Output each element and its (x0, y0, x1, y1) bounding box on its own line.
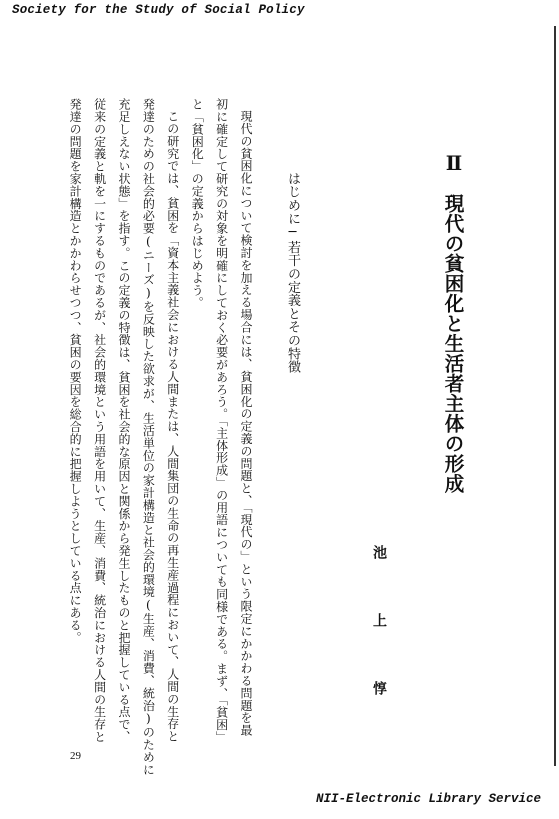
section-heading: はじめに─若干の定義とその特徴 (285, 172, 300, 374)
body-line: と「貧困化」の定義からはじめよう。 (190, 98, 205, 309)
author-name (372, 545, 386, 749)
body-line: 発達の問題を家計構造とかかわらせつつ、貧困の要因を総合的に把握しようとしている点にある。 (68, 98, 83, 644)
body-line: 従来の定義と軌を一にするものであるが、社会的環境という用語を用いて、生産、消費、統治における人間の生存と (92, 98, 107, 743)
body-line: この研究では、貧困を「資本主義社会における人間または、人間集団の生命の再生産過程において、人間の生存と (165, 110, 180, 743)
author-char: 上 (371, 613, 387, 627)
page-edge-line (554, 26, 556, 766)
author-char: 池 (371, 545, 387, 559)
author-char: 惇 (371, 681, 387, 695)
body-line: 現代の貧困化について検討を加える場合には、貧困化の定義の問題と、「現代の」という限定にかかわる問題を最 (239, 110, 253, 737)
chapter-title: 現代の貧困化と生活者主体の形成 (441, 193, 465, 494)
body-line: 充足しえない状態」を指す。この定義の特徴は、貧困を社会的な原因と関係から発生したものと把握している点で、 (116, 98, 131, 743)
page-number: 29 (70, 750, 81, 762)
body-line: 発達のための社会的必要(ニーズ)を反映した欲求が、生活単位の家計構造と社会的環境(生産、消費、統治)のために (141, 98, 156, 776)
society-header: Society for the Study of Social Policy (12, 3, 305, 17)
body-line: 初に確定して研究の対象を明確にしておく必要があろう。「主体形成」の用語についても同様である。まず、「貧困」 (214, 98, 229, 744)
nii-footer: NII-Electronic Library Service (315, 792, 541, 806)
chapter-title-block (443, 152, 463, 494)
chapter-numeral: Ⅱ (442, 152, 464, 176)
